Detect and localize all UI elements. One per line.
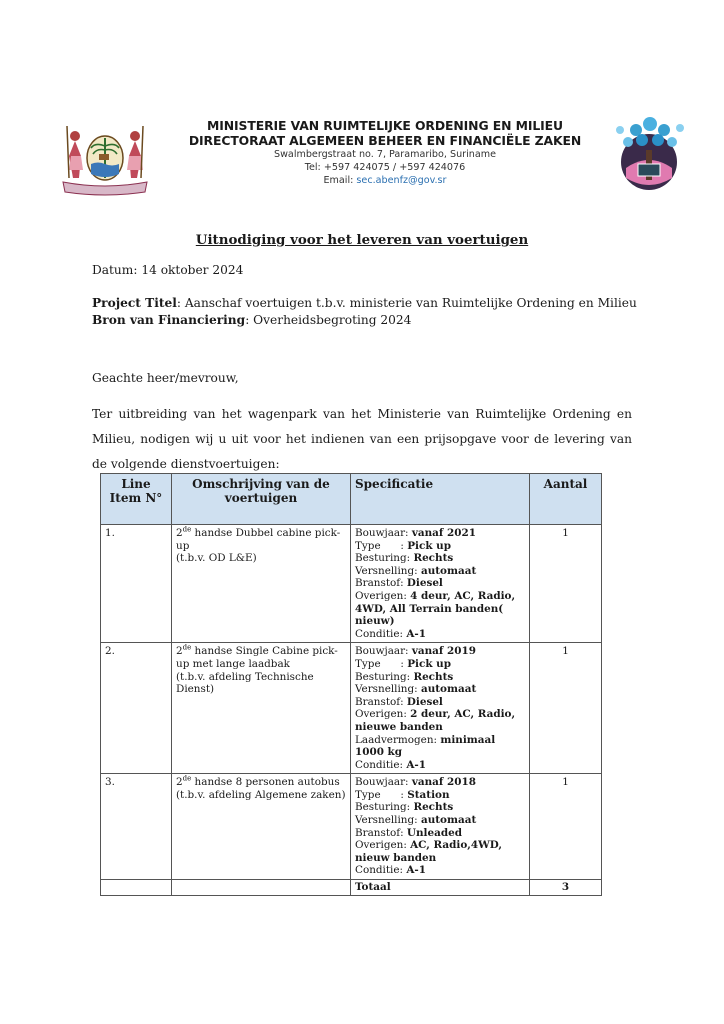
spec-label: Besturing: <box>355 670 414 683</box>
spec-line <box>355 552 525 565</box>
row-description <box>172 774 351 880</box>
spec-value: Unleaded <box>406 826 462 839</box>
spec-value: A-1 <box>406 864 426 877</box>
spec-label: Bouwjaar: <box>355 776 412 789</box>
spec-value: Pick up <box>407 539 451 552</box>
row-number: 2. <box>101 643 172 774</box>
row-quantity: 1 <box>530 774 602 880</box>
total-value: 3 <box>530 880 602 896</box>
spec-label: Besturing: <box>355 801 414 814</box>
spec-line <box>355 658 525 671</box>
row-quantity: 1 <box>530 525 602 643</box>
total-row <box>101 880 602 896</box>
spec-label: Overigen: <box>355 839 411 852</box>
spec-value: automaat <box>420 683 477 696</box>
spec-line <box>355 839 525 864</box>
spec-line <box>355 696 525 709</box>
spec-value: Pick up <box>407 657 451 670</box>
table-header-row <box>101 474 602 525</box>
spec-value: Rechts <box>413 552 454 565</box>
spec-value: A-1 <box>406 627 426 640</box>
description-department: (t.b.v. OD L&E) <box>176 552 257 565</box>
description-ordinal: 2 <box>176 776 183 789</box>
description-ordinal: 2 <box>176 645 183 658</box>
description-ordinal: 2 <box>176 527 183 539</box>
letterhead-text <box>170 118 600 187</box>
spec-line <box>355 801 525 814</box>
description-ordinal-suffix: de <box>182 643 192 652</box>
spec-line <box>355 827 525 840</box>
spec-label: Type : <box>355 657 408 670</box>
spec-value: AC, Radio,4WD, nieuw banden <box>355 839 503 864</box>
total-label: Totaal <box>351 880 530 896</box>
spec-value: 2 deur, AC, Radio, nieuwe banden <box>355 708 516 733</box>
spec-line <box>355 527 525 540</box>
spec-line <box>355 671 525 684</box>
spec-label: Besturing: <box>355 552 414 565</box>
header-omschrijving: Omschrijving van de voertuigen <box>172 474 351 525</box>
description-text: handse 8 personen autobus <box>191 776 340 789</box>
address: Swalmbergstraat no. 7, Paramaribo, Suriname <box>274 149 496 160</box>
spec-value: minimaal 1000 kg <box>355 733 496 759</box>
spec-line <box>355 814 525 827</box>
spec-label: Laadvermogen: <box>355 733 441 746</box>
description-ordinal-suffix: de <box>182 525 192 534</box>
spec-value: Diesel <box>406 695 443 708</box>
spec-label: Overigen: <box>355 589 411 602</box>
directorate-name: DIRECTORAAT ALGEMEEN BEHEER EN FINANCIËLE ZAKEN <box>188 133 582 148</box>
spec-label: Overigen: <box>355 708 411 721</box>
funding-source-line <box>92 312 411 328</box>
table-row <box>101 774 602 880</box>
spec-value: vanaf 2019 <box>411 645 476 658</box>
funding-source-label: Bron van Financiering <box>92 313 246 327</box>
suriname-coat-of-arms-icon <box>55 116 155 198</box>
document-title: Uitnodiging voor het leveren van voertuigen <box>195 232 529 248</box>
spec-label: Type : <box>355 788 408 801</box>
ministry-name: MINISTERIE VAN RUIMTELIJKE ORDENING EN MILIEU <box>207 118 563 133</box>
date-line: Datum: 14 oktober 2024 <box>92 263 244 277</box>
description-text: handse Single Cabine pick-up met lange laadbak <box>176 645 338 670</box>
row-description <box>172 643 351 774</box>
phone: Tel: +597 424075 / +597 424076 <box>304 162 466 173</box>
spec-line <box>355 590 525 628</box>
spec-label: Branstof: <box>355 695 407 708</box>
row-number: 1. <box>101 525 172 643</box>
row-specification <box>351 774 530 880</box>
row-specification <box>351 643 530 774</box>
spec-value: automaat <box>420 814 477 827</box>
spec-value: automaat <box>420 564 477 577</box>
table-row <box>101 525 602 643</box>
spec-label: Conditie: <box>355 627 407 640</box>
spec-line <box>355 789 525 802</box>
email-label: Email: <box>323 175 354 186</box>
spec-line <box>355 683 525 696</box>
email-link[interactable]: sec.abenfz@gov.sr <box>356 175 447 186</box>
spec-line <box>355 759 525 772</box>
spec-label: Type : <box>355 539 408 552</box>
spec-line <box>355 540 525 553</box>
spec-value: Diesel <box>406 577 443 590</box>
table-row <box>101 643 602 774</box>
row-specification <box>351 525 530 643</box>
spec-label: Versnelling: <box>355 564 421 577</box>
description-ordinal-suffix: de <box>182 774 192 783</box>
spec-line <box>355 776 525 789</box>
spec-label: Conditie: <box>355 758 407 771</box>
description-department: (t.b.v. afdeling Technische Dienst) <box>176 670 314 696</box>
spec-label: Branstof: <box>355 826 407 839</box>
spec-value: Rechts <box>413 670 454 683</box>
spec-line <box>355 628 525 641</box>
spec-line <box>355 734 525 759</box>
spec-line <box>355 645 525 658</box>
letterhead <box>0 110 724 210</box>
project-title-line <box>92 295 637 311</box>
funding-source-value: : Overheidsbegroting 2024 <box>245 313 412 327</box>
spec-label: Versnelling: <box>355 814 421 827</box>
tree-logo-icon <box>606 112 692 198</box>
project-title-value: : Aanschaf voertuigen t.b.v. ministerie van Ruimtelijke Ordening en Milieu <box>176 296 637 310</box>
total-empty-2 <box>172 880 351 896</box>
spec-value: vanaf 2021 <box>411 527 476 539</box>
spec-label: Bouwjaar: <box>355 645 412 658</box>
description-department: (t.b.v. afdeling Algemene zaken) <box>176 788 346 801</box>
vehicle-table <box>100 473 602 896</box>
spec-value: vanaf 2018 <box>411 776 476 789</box>
spec-line <box>355 864 525 877</box>
spec-value: 4 deur, AC, Radio, 4WD, All Terrain banden( nieuw) <box>355 589 516 628</box>
row-quantity: 1 <box>530 643 602 774</box>
intro-paragraph: Ter uitbreiding van het wagenpark van het Ministerie van Ruimtelijke Ordening en Milieu, nodigen wij u uit voor het indienen van een prijsopgave voor de levering van de volgende dienstvoertuigen: <box>92 407 632 471</box>
project-title-label: Project Titel <box>92 296 177 310</box>
spec-label: Bouwjaar: <box>355 527 412 539</box>
spec-line <box>355 577 525 590</box>
row-description <box>172 525 351 643</box>
header-specificatie: Specificatie <box>351 474 530 525</box>
header-aantal: Aantal <box>530 474 602 525</box>
email-line <box>170 174 600 187</box>
spec-value: Rechts <box>413 801 454 814</box>
spec-line <box>355 565 525 578</box>
description-text: handse Dubbel cabine pick-up <box>176 527 341 552</box>
spec-label: Branstof: <box>355 577 407 590</box>
spec-label: Versnelling: <box>355 683 421 696</box>
row-number: 3. <box>101 774 172 880</box>
total-empty-1 <box>101 880 172 896</box>
header-line-item: Line Item N° <box>101 474 172 525</box>
spec-value: Station <box>407 788 450 801</box>
salutation: Geachte heer/mevrouw, <box>92 371 239 385</box>
spec-label: Conditie: <box>355 864 407 877</box>
spec-value: A-1 <box>406 758 426 771</box>
spec-line <box>355 708 525 733</box>
